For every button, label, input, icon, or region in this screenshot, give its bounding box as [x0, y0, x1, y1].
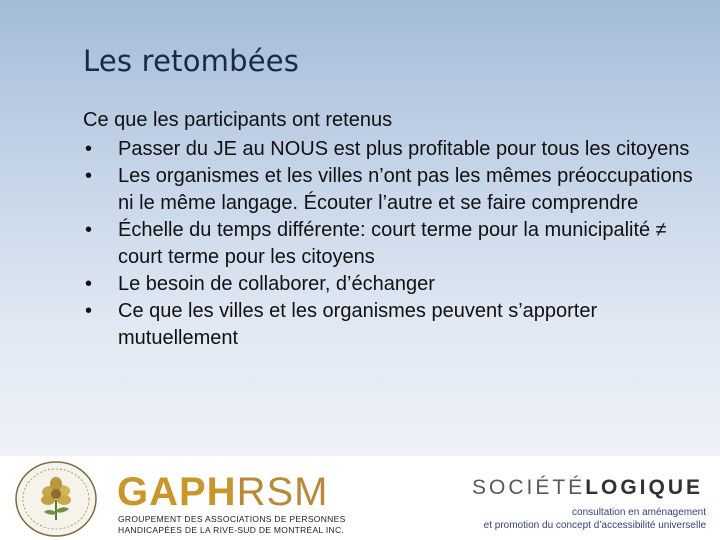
societe-logique-logo	[472, 476, 703, 500]
bullet-item	[83, 163, 703, 217]
bullet-text: Ce que les villes et les organismes peuvent s’apporter mutuellement	[118, 300, 598, 349]
societe-tagline-line1: consultation en aménagement	[572, 507, 706, 518]
bullet-text: Le besoin de collaborer, d’échanger	[118, 273, 435, 295]
societe-tagline	[480, 506, 706, 532]
bullet-item	[83, 271, 703, 298]
bullet-item	[83, 217, 703, 271]
gaph-fullname-line2: HANDICAPÉES DE LA RIVE-SUD DE MONTRÉAL INC.	[118, 525, 345, 535]
bullet-text: Passer du JE au NOUS est plus profitable pour tous les citoyens	[118, 138, 690, 160]
bullet-marker: •	[85, 219, 93, 241]
gaph-logo	[117, 472, 328, 512]
bullet-text: Les organismes et les villes n’ont pas les mêmes préoccupations ni le même langage. Écouter l’autre et se faire comprendre	[118, 165, 693, 214]
bullet-item	[83, 136, 703, 163]
gaph-fullname	[118, 514, 348, 536]
bullet-marker: •	[85, 165, 93, 187]
bullet-text: Échelle du temps différente: court terme pour la municipalité ≠ court terme pour les citoyens	[118, 219, 667, 268]
bullet-marker: •	[85, 273, 93, 295]
gaph-fullname-line1: GROUPEMENT DES ASSOCIATIONS DE PERSONNES	[118, 514, 346, 524]
gaph-logo-part2: RSM	[236, 470, 329, 514]
flower-seal-icon	[14, 460, 98, 538]
gaph-logo-part1: GAPH	[117, 470, 237, 514]
bullet-marker: •	[85, 138, 93, 160]
bullet-list	[83, 136, 703, 352]
bullet-item	[83, 298, 703, 352]
societe-logo-part1: SOCIÉTÉ	[472, 476, 586, 499]
societe-tagline-line2: et promotion du concept d’accessibilité universelle	[483, 520, 706, 531]
slide-title: Les retombées	[83, 44, 300, 78]
societe-logo-part2: LOGIQUE	[585, 476, 704, 499]
bullet-marker: •	[85, 300, 93, 322]
slide-subtitle: Ce que les participants ont retenus	[83, 109, 393, 131]
